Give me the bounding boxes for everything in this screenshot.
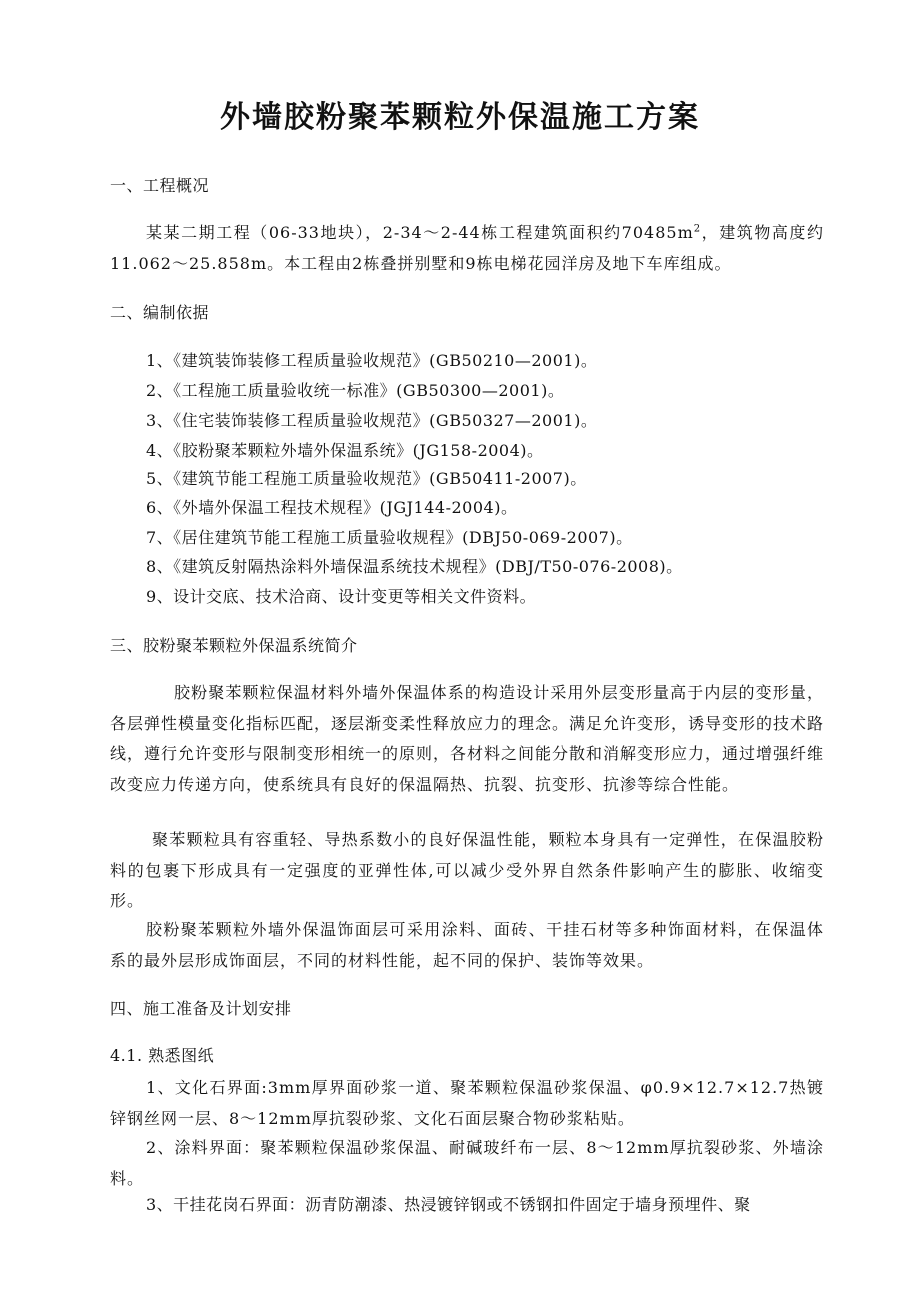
reference-item: 6、《外墙外保温工程技术规程》(JGJ144-2004)。	[146, 498, 518, 517]
section-1-text-b: ，建筑物高度约11.062～25.858m。本工程由2栋叠拼别墅和9栋电梯花园洋房及地下车库组成。	[110, 223, 824, 273]
section-1-heading: 一、工程概况	[110, 176, 210, 195]
reference-item: 8、《建筑反射隔热涂料外墙保温系统技术规程》(DBJ/T50-076-2008)。	[146, 557, 683, 576]
section-3-paragraph-3: 胶粉聚苯颗粒外墙外保温饰面层可采用涂料、面砖、干挂石材等多种饰面材料，在保温体系的最外层形成饰面层，不同的材料性能，起不同的保护、装饰等效果。	[110, 920, 824, 970]
section-3-heading: 三、胶粉聚苯颗粒外保温系统简介	[110, 636, 358, 655]
section-3-paragraph-2: 聚苯颗粒具有容重轻、导热系数小的良好保温性能，颗粒本身具有一定弹性，在保温胶粉料的包裹下形成具有一定强度的亚弹性体,可以减少受外界自然条件影响产生的膨胀、收缩变形。	[110, 830, 824, 910]
reference-item: 4、《胶粉聚苯颗粒外墙外保温系统》(JG158-2004)。	[146, 441, 544, 460]
section-4-item-3: 3、干挂花岗石界面：沥青防潮漆、热浸镀锌钢或不锈钢扣件固定于墙身预埋件、聚	[146, 1195, 751, 1214]
reference-item: 1、《建筑装饰装修工程质量验收规范》(GB50210—2001)。	[146, 351, 598, 370]
reference-item: 3、《住宅装饰装修工程质量验收规范》(GB50327—2001)。	[146, 411, 598, 430]
reference-item: 9、设计交底、技术洽商、设计变更等相关文件资料。	[146, 587, 537, 606]
section-1-text-a: 某某二期工程（06-33地块），2-34～2-44栋工程建筑面积约70485m	[146, 223, 694, 242]
section-4-heading: 四、施工准备及计划安排	[110, 999, 292, 1018]
section-2-heading: 二、编制依据	[110, 303, 210, 322]
reference-item: 7、《居住建筑节能工程施工质量验收规程》(DBJ50-069-2007)。	[146, 528, 633, 547]
section-3-paragraph-1: 胶粉聚苯颗粒保温材料外墙外保温体系的构造设计采用外层变形量高于内层的变形量，各层弹性模量变化指标匹配，逐层渐变柔性释放应力的理念。满足允许变形，诱导变形的技术路线，遵行允许变形与限制变形相统一的原则，各材料之间能分散和消解变形应力，通过增强纤维改变应力传递方向，使系统具有良好的保温隔热、抗裂、抗变形、抗渗等综合性能。	[110, 683, 825, 794]
page-title: 外墙胶粉聚苯颗粒外保温施工方案	[220, 100, 700, 135]
reference-item: 2、《工程施工质量验收统一标准》(GB50300—2001)。	[146, 381, 565, 400]
section-4-item-2: 2、涂料界面：聚苯颗粒保温砂浆保温、耐碱玻纤布一层、8～12mm厚抗裂砂浆、外墙涂料。	[110, 1138, 824, 1188]
reference-item: 5、《建筑节能工程施工质量验收规范》(GB50411-2007)。	[146, 469, 587, 488]
superscript-2: 2	[693, 223, 702, 235]
section-4-item-1: 1、文化石界面:3mm厚界面砂浆一道、聚苯颗粒保温砂浆保温、φ0.9×12.7×12.7热镀锌钢丝网一层、8～12mm厚抗裂砂浆、文化石面层聚合物砂浆粘贴。	[110, 1078, 824, 1128]
section-1-paragraph	[110, 218, 824, 279]
section-4-1-heading: 4.1. 熟悉图纸	[110, 1046, 215, 1065]
